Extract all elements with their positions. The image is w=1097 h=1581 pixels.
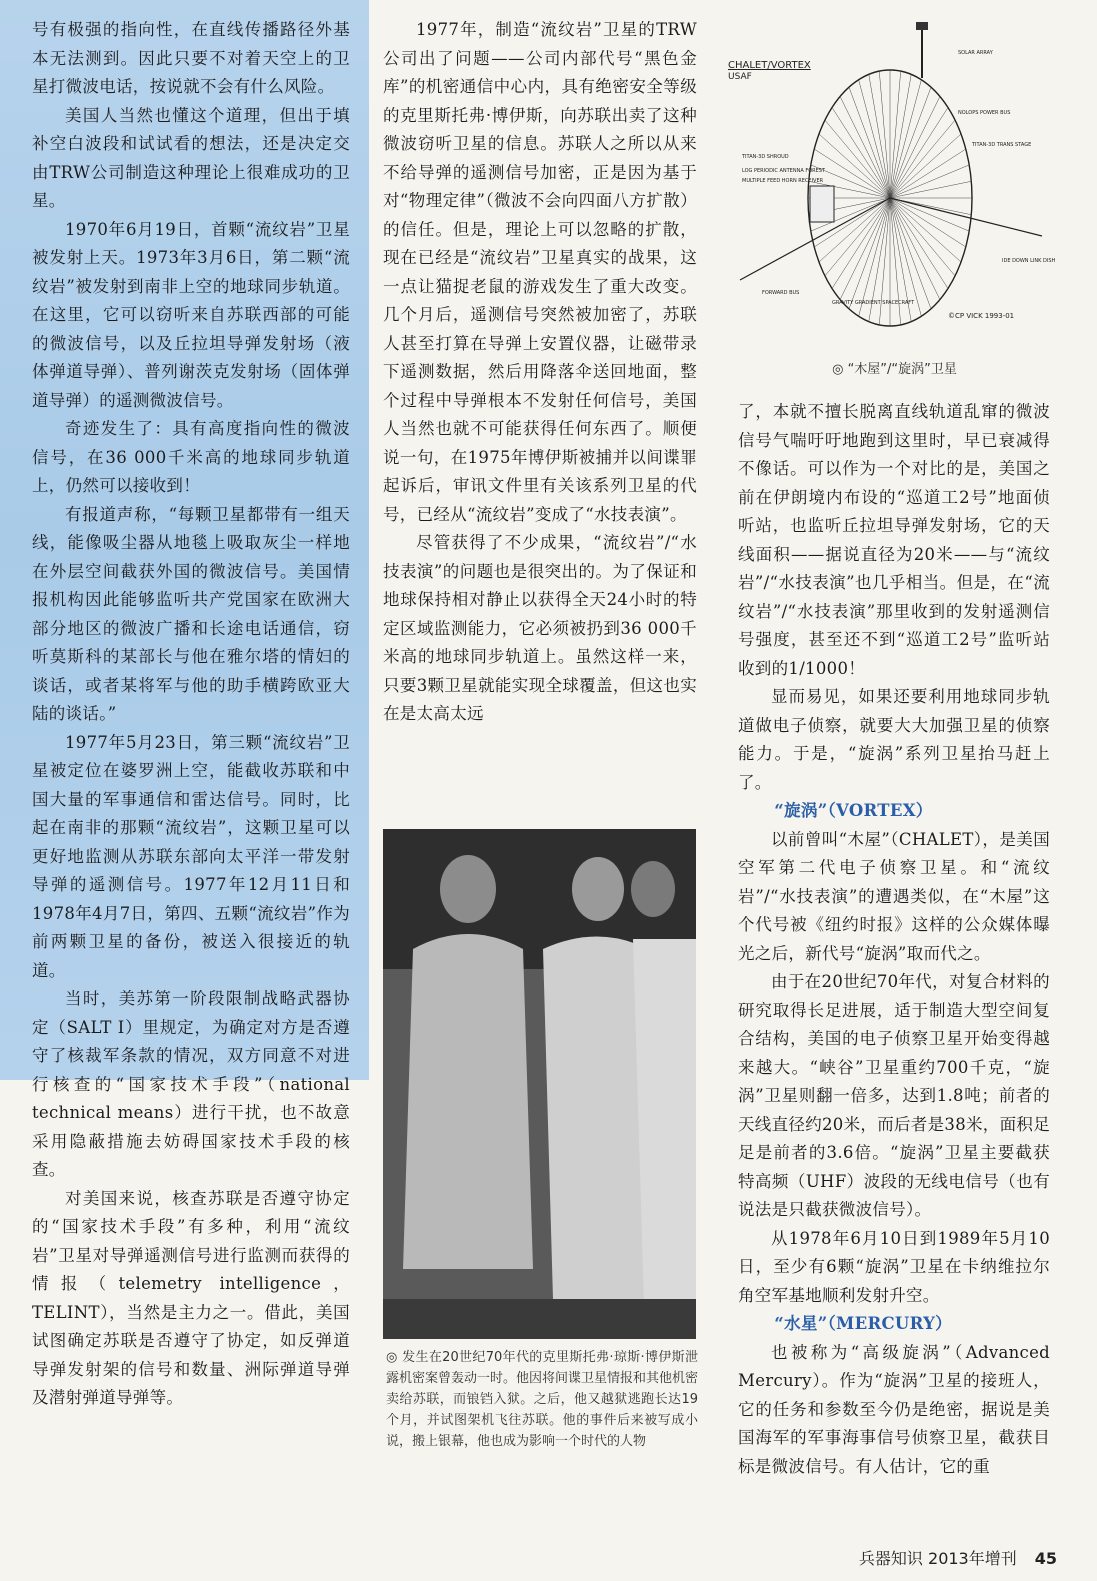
- diagram-label: GRAVITY GRADIENT SPACECRAFT: [832, 300, 915, 306]
- paragraph: 有报道声称，“每颗卫星都带有一组天线，能像吸尘器从地毯上吸取灰尘一样地在外层空间截获外国的微波信号。美国情报机构因此能够监听共产党国家在欧洲大部分地区的微波广播和长途电话通信，窃听莫斯科的某部长与他在雅尔塔的情妇的谈话，或者某将军与他的助手横跨欧亚大陆的谈话。”: [32, 504, 350, 723]
- paragraph: 号有极强的指向性，在直线传播路径外基本无法测到。因此只要不对着天空上的卫星打微波电话，按说就不会有什么风险。: [32, 20, 350, 96]
- diagram-subtitle: USAF: [728, 72, 752, 82]
- paragraph: 由于在20世纪70年代，对复合材料的研究取得长足进展，适于制造大型空间复合结构，美国的电子侦察卫星开始变得越来越大。“峡谷”卫星重约700千克，“旋涡”卫星则翻一倍多，达到1.8吨；前者的天线直径约20米，而后者是38米，面积足足是前者的3.6倍。“旋涡”卫星主要截获特高频（UHF）波段的无线电信号（也有说法是只截获微波信号）。: [738, 972, 1050, 1219]
- diagram-caption: ◎ “木屋”/“旋涡”卫星: [832, 362, 957, 377]
- paragraph: 以前曾叫“木屋”（CHALET），是美国空军第二代电子侦察卫星。和“流纹岩”/“水技表演”的遭遇类似，在“木屋”这个代号被《纽约时报》这样的公众媒体曝光之后，新代号“旋涡”取而代之。: [738, 829, 1050, 963]
- paragraph: 从1978年6月10日到1989年5月10日，至少有6颗“旋涡”卫星在卡纳维拉尔角空军基地顺利发射升空。: [738, 1228, 1050, 1305]
- diagram-title: CHALET/VORTEX: [728, 60, 811, 71]
- column-1: [32, 16, 350, 1413]
- paragraph: 当时，美苏第一阶段限制战略武器协定（SALT Ⅰ）里规定，为确定对方是否遵守了核裁军条款的情况，双方同意不对进行核查的“国家技术手段”（national technical means）进行干扰，也不故意采用隐蔽措施去妨碍国家技术手段的核查。: [32, 989, 350, 1179]
- diagram-label: TITAN-3D SHROUD: [742, 154, 789, 160]
- paragraph: 美国人当然也懂这个道理，但出于填补空白波段和试试看的想法，还是决定交由TRW公司制造这种理论上很难成功的卫星。: [32, 105, 350, 210]
- paragraph: 奇迹发生了：具有高度指向性的微波信号，在36 000千米高的地球同步轨道上，仍然可以接收到！: [32, 419, 350, 495]
- satellite-diagram-svg: [722, 18, 1067, 346]
- diagram-label: MULTIPLE FEED HORN RECEIVER: [742, 178, 824, 184]
- paragraph: 显而易见，如果还要利用地球同步轨道做电子侦察，就要大大加强卫星的侦察能力。于是，“旋涡”系列卫星抬马赶上了。: [738, 687, 1050, 792]
- page-number: 45: [1034, 1549, 1057, 1568]
- diagram-label: TITAN-3D TRANS STAGE: [972, 142, 1032, 148]
- paragraph: 尽管获得了不少成果，“流纹岩”/“水技表演”的问题也是很突出的。为了保证和地球保持相对静止以获得全天24小时的特定区域监测能力，它必须被扔到36 000千米高的地球同步轨道上。虽然这样一来，只要3颗卫星就能实现全球覆盖，但这也实在是太高太远: [383, 533, 697, 723]
- page-footer: [859, 1546, 1057, 1569]
- diagram-label: NOLOPS POWER BUS: [958, 110, 1011, 116]
- diagram-label: IDE DOWN LINK DISH: [1002, 258, 1056, 264]
- paragraph: 1977年5月23日，第三颗“流纹岩”卫星被定位在婆罗洲上空，能截收苏联和中国大量的军事通信和雷达信号。同时，比起在南非的那颗“流纹岩”，这颗卫星可以更好地监测从苏联东部向太平洋一带发射导弹的遥测信号。1977年12月11日和1978年4月7日，第四、五颗“流纹岩”作为前两颗卫星的备份，被送入很接近的轨道。: [32, 732, 350, 980]
- paragraph: 了，本就不擅长脱离直线轨道乱窜的微波信号气喘吁吁地跑到这里时，早已衰减得不像话。可以作为一个对比的是，美国之前在伊朗境内布设的“巡道工2号”地面侦听站，也监听丘拉坦导弹发射场，它的天线面积——据说直径为20米——与“流纹岩”/“水技表演”也几乎相当。但是，在“流纹岩”/“水技表演”那里收到的发射遥测信号强度，甚至还不到“巡道工2号”监听站收到的1/1000！: [738, 402, 1050, 678]
- chalet-vortex-diagram: [722, 18, 1067, 346]
- paragraph: 对美国来说，核查苏联是否遵守协定的“国家技术手段”有多种，利用“流纹岩”卫星对导弹遥测信号进行监测而获得的情报（telemetry intelligence，TELINT），当然是主力之一。借此，美国试图确定苏联是否遵守了协定，如反弹道导弹发射架的信号和数量、洲际弹道导弹及潜射弹道导弹等。: [32, 1188, 350, 1407]
- diagram-label: LOG PERIODIC ANTENNA FOREST: [742, 168, 826, 174]
- column-3: [738, 398, 1050, 1481]
- paragraph: 1977年，制造“流纹岩”卫星的TRW公司出了问题——公司内部代号“黑色金库”的机密通信中心内，具有绝密安全等级的克里斯托弗·博伊斯，向苏联出卖了这种微波窃听卫星的信息。苏联人之所以从来不给导弹的遥测信号加密，正是因为基于对“物理定律”（微波不会向四面八方扩散）的信任。但是，理论上可以忽略的扩散，现在已经是“流纹岩”卫星真实的战果，这一点让猫捉老鼠的游戏发生了重大改变。几个月后，遥测信号突然被加密了，苏联人甚至打算在导弹上安置仪器，让磁带录下遥测数据，然后用降落伞送回地面，整个过程中导弹根本不发射任何信号，美国人当然也就不可能获得任何东西了。顺便说一句，在1975年博伊斯被捕并以间谍罪起诉后，审讯文件里有关该系列卫星的代号，已经从“流纹岩”变成了“水技表演”。: [383, 20, 697, 524]
- paragraph: 也被称为“高级旋涡”（Advanced Mercury）。作为“旋涡”卫星的接班人，它的任务和参数至今仍是绝密，据说是美国海军的军事海事信号侦察卫星，截获目标是微波信号。有人估计，它的重: [738, 1342, 1050, 1476]
- paragraph: 1970年6月19日，首颗“流纹岩”卫星被发射上天。1973年3月6日，第二颗“流纹岩”被发射到南非上空的地球同步轨道。在这里，它可以窃听来自苏联西部的可能的微波信号，以及丘拉坦导弹发射场（液体弹道导弹）、普列谢茨克发射场（固体弹道导弹）的遥测微波信号。: [32, 219, 350, 410]
- diagram-label: FORWARD BUS: [762, 290, 800, 296]
- boyce-arrest-photo: [383, 829, 696, 1339]
- diagram-credit: ©CP VICK 1993-01: [948, 312, 1015, 320]
- photo-figures: [383, 829, 696, 1339]
- section-heading-mercury: “水星”（MERCURY）: [774, 1314, 952, 1333]
- section-heading-vortex: “旋涡”（VORTEX）: [774, 801, 933, 820]
- column-2: [383, 16, 697, 729]
- magazine-name: 兵器知识 2013年增刊: [858, 1549, 1017, 1568]
- diagram-label: SOLAR ARRAY: [958, 50, 993, 56]
- photo-caption: ◎ 发生在20世纪70年代的克里斯托弗·琼斯·博伊斯泄露机密案曾轰动一时。他因将间谍卫星情报和其他机密卖给苏联，而锒铛入狱。之后，他又越狱逃跑长达19个月，并试图架机飞往苏联。他的事件后来被写成小说，搬上银幕，他也成为影响一个时代的人物: [386, 1350, 699, 1449]
